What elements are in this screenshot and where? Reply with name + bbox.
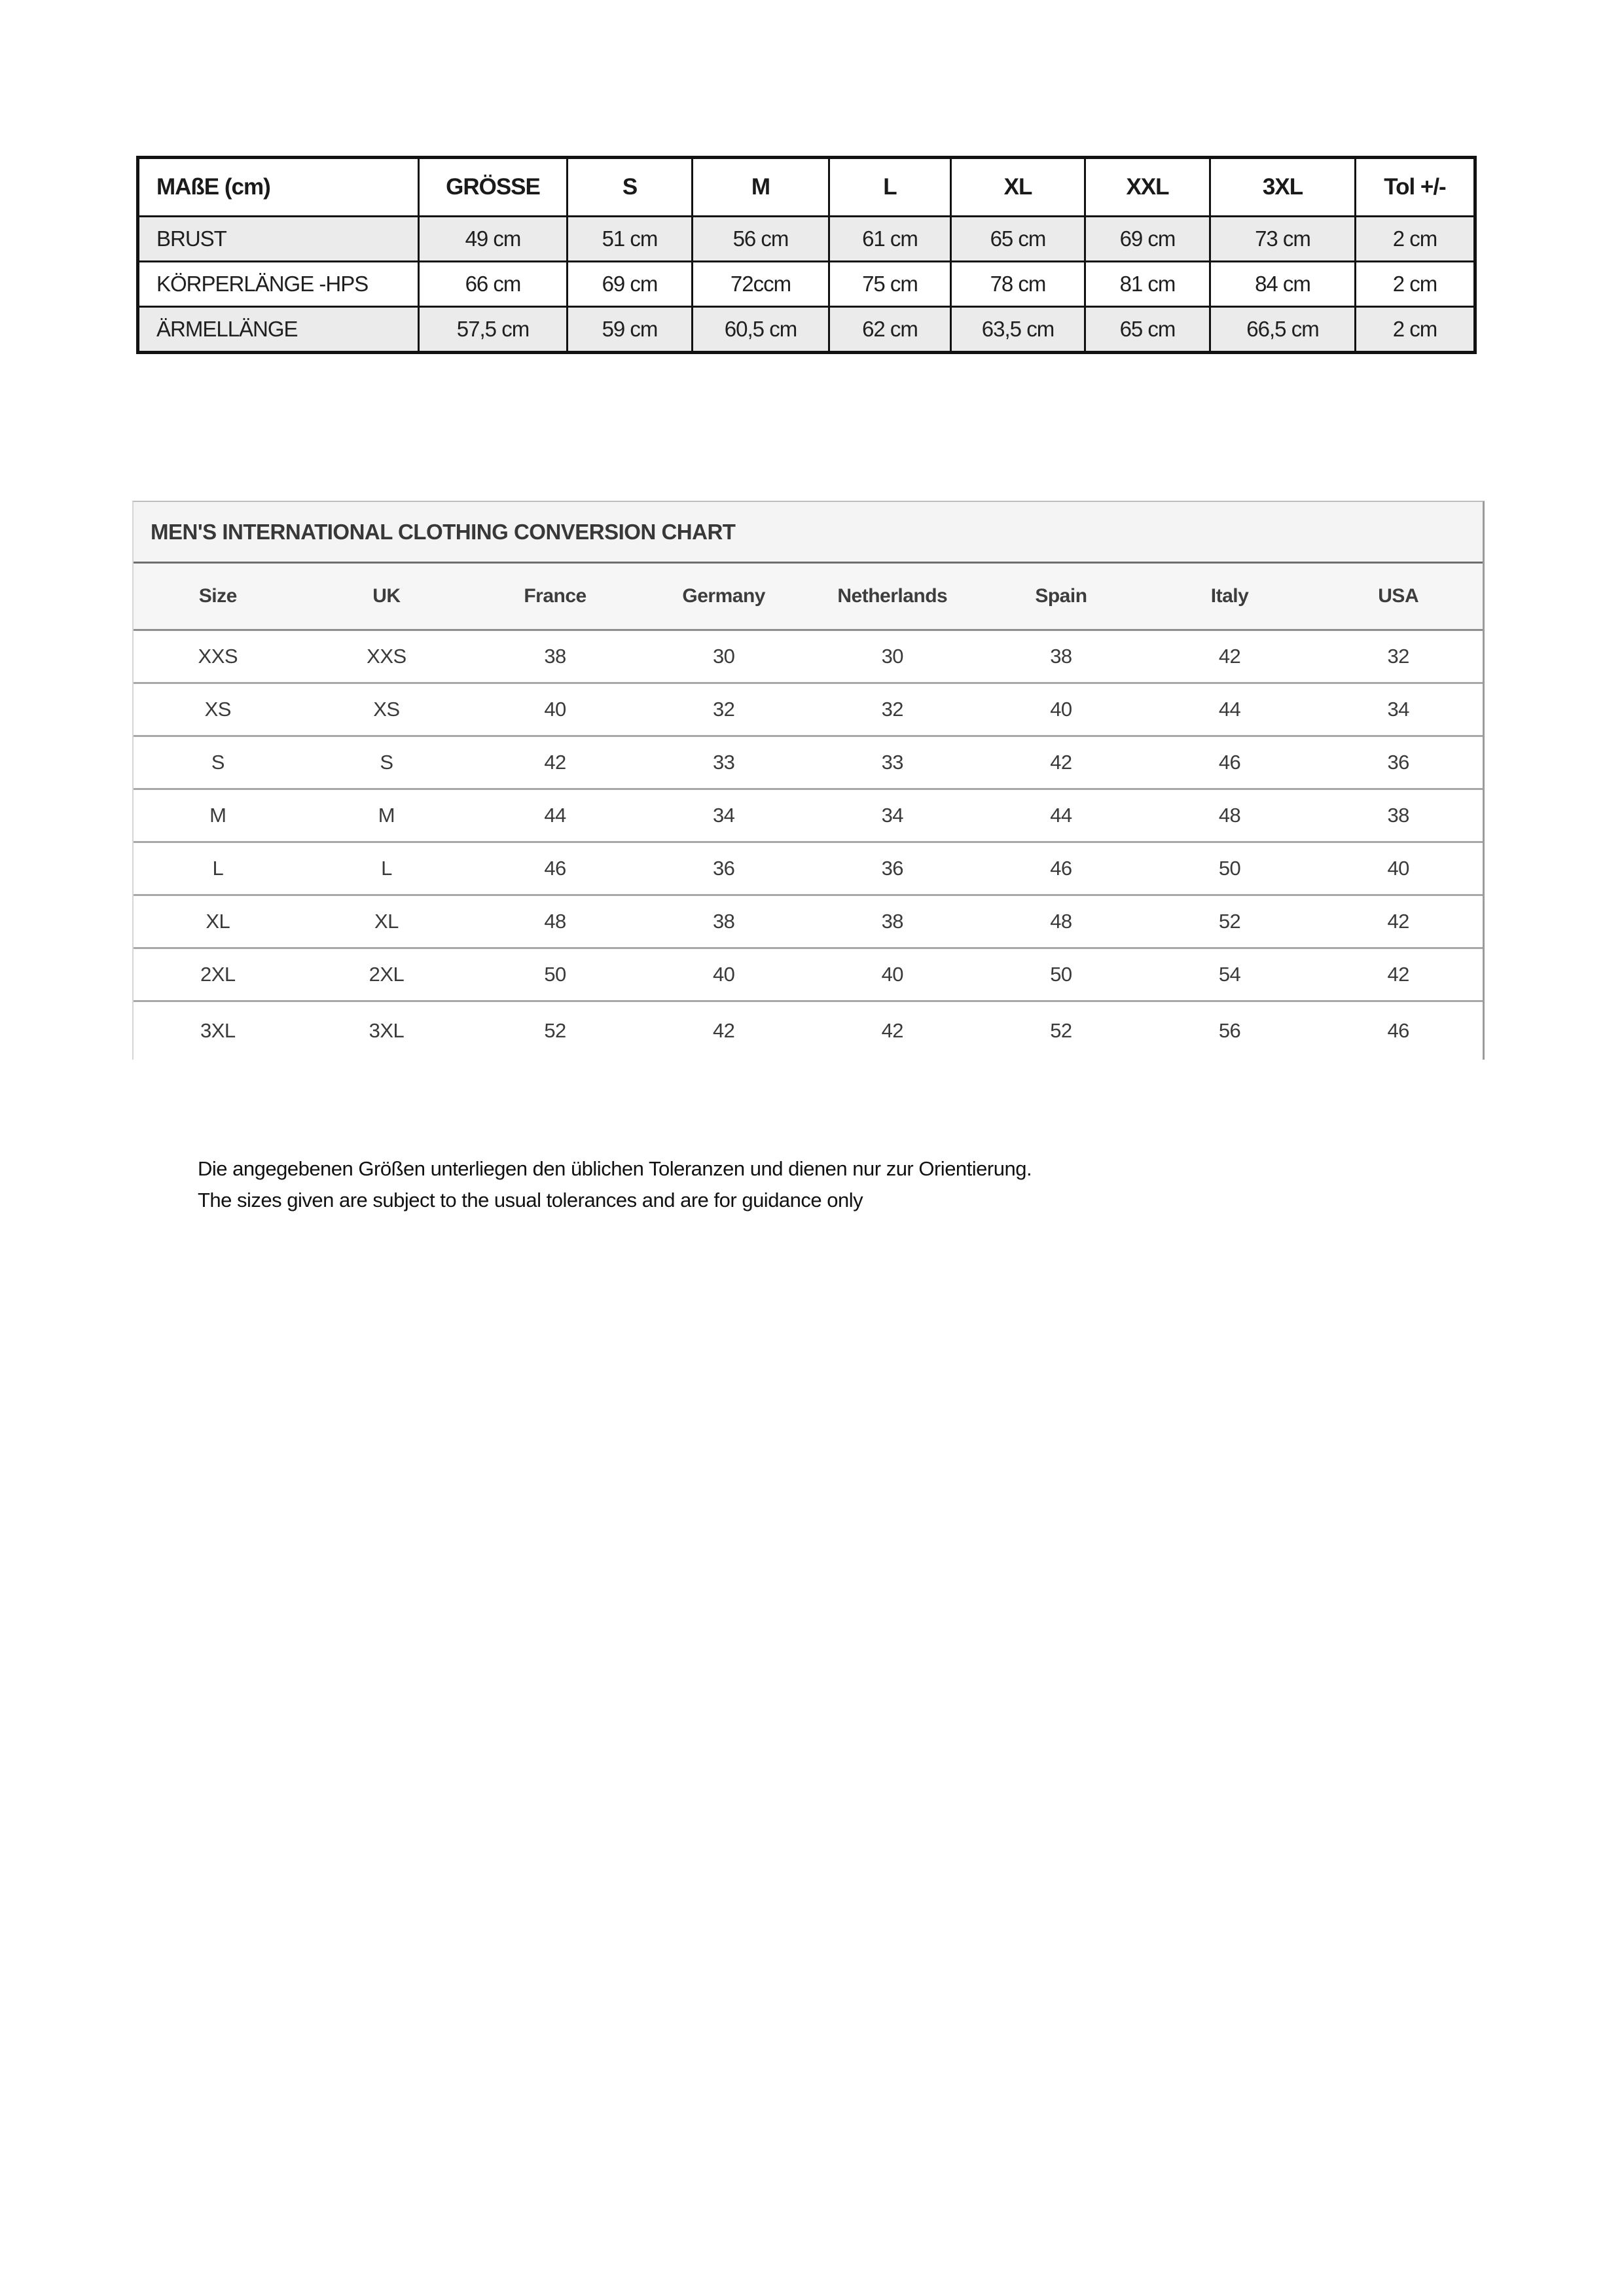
measurements-row (138, 217, 1475, 262)
conversion-value-cell: 3XL (302, 1001, 471, 1060)
conversion-value-cell: 48 (1146, 789, 1314, 842)
size-column-header: XXL (1085, 158, 1210, 217)
measure-value: 65 cm (1085, 307, 1210, 353)
conversion-value-cell: 46 (977, 842, 1146, 895)
conversion-value-cell: 42 (1314, 948, 1483, 1001)
conversion-value-cell: 40 (977, 683, 1146, 736)
measure-value: 56 cm (693, 217, 829, 262)
conversion-value-cell: 2XL (302, 948, 471, 1001)
measurements-row (138, 262, 1475, 307)
conversion-value-cell: 46 (471, 842, 640, 895)
measure-column-header: MAßE (cm) (138, 158, 419, 217)
conversion-value-cell: 44 (977, 789, 1146, 842)
conversion-value-cell: XS (302, 683, 471, 736)
conversion-value-cell: 30 (808, 630, 977, 683)
country-column-header: UK (302, 564, 471, 630)
conversion-value-cell: 32 (1314, 630, 1483, 683)
country-column-header: Netherlands (808, 564, 977, 630)
conversion-chart-header-row (134, 564, 1483, 630)
conversion-row (134, 1001, 1483, 1060)
conversion-value-cell: 34 (1314, 683, 1483, 736)
size-cell: XL (134, 895, 302, 948)
conversion-value-cell: 38 (640, 895, 808, 948)
measure-value: 78 cm (951, 262, 1085, 307)
conversion-value-cell: 42 (471, 736, 640, 789)
measure-value: 2 cm (1356, 217, 1475, 262)
measure-value: 84 cm (1210, 262, 1356, 307)
conversion-value-cell: 34 (640, 789, 808, 842)
measure-value: 57,5 cm (419, 307, 568, 353)
conversion-value-cell: 44 (1146, 683, 1314, 736)
conversion-value-cell: 42 (640, 1001, 808, 1060)
measure-value: 73 cm (1210, 217, 1356, 262)
conversion-value-cell: 48 (471, 895, 640, 948)
measure-value: 60,5 cm (693, 307, 829, 353)
conversion-row (134, 683, 1483, 736)
measure-label: ÄRMELLÄNGE (138, 307, 419, 353)
footnote-line-de: Die angegebenen Größen unterliegen den üblichen Toleranzen und dienen nur zur Orientierung. (198, 1157, 1032, 1180)
conversion-value-cell: L (302, 842, 471, 895)
conversion-value-cell: 34 (808, 789, 977, 842)
size-cell: L (134, 842, 302, 895)
conversion-value-cell: XXS (302, 630, 471, 683)
size-column-header: Tol +/- (1356, 158, 1475, 217)
country-column-header: Germany (640, 564, 808, 630)
conversion-chart-title: MEN'S INTERNATIONAL CLOTHING CONVERSION CHART (134, 502, 1483, 564)
measure-value: 63,5 cm (951, 307, 1085, 353)
conversion-value-cell: 42 (1146, 630, 1314, 683)
size-cell: S (134, 736, 302, 789)
size-column-header: 3XL (1210, 158, 1356, 217)
conversion-value-cell: 50 (471, 948, 640, 1001)
measure-value: 66 cm (419, 262, 568, 307)
conversion-row (134, 630, 1483, 683)
size-column-header: GRÖSSE (419, 158, 568, 217)
conversion-value-cell: 42 (977, 736, 1146, 789)
conversion-value-cell: 46 (1146, 736, 1314, 789)
measure-label: BRUST (138, 217, 419, 262)
conversion-value-cell: 48 (977, 895, 1146, 948)
measure-value: 51 cm (568, 217, 693, 262)
conversion-value-cell: 40 (471, 683, 640, 736)
measure-value: 2 cm (1356, 307, 1475, 353)
measure-value: 72ccm (693, 262, 829, 307)
conversion-value-cell: 32 (808, 683, 977, 736)
conversion-row (134, 736, 1483, 789)
size-column-header: XL (951, 158, 1085, 217)
conversion-value-cell: 50 (977, 948, 1146, 1001)
conversion-value-cell: 36 (1314, 736, 1483, 789)
conversion-value-cell: XL (302, 895, 471, 948)
measure-value: 49 cm (419, 217, 568, 262)
measurements-table (136, 156, 1477, 354)
footnote-line-en: The sizes given are subject to the usual tolerances and are for guidance only (198, 1189, 863, 1211)
conversion-value-cell: 42 (1314, 895, 1483, 948)
size-column-header: L (829, 158, 951, 217)
conversion-value-cell: 46 (1314, 1001, 1483, 1060)
conversion-row (134, 948, 1483, 1001)
country-column-header: Spain (977, 564, 1146, 630)
measure-value: 66,5 cm (1210, 307, 1356, 353)
conversion-value-cell: 42 (808, 1001, 977, 1060)
measurements-row (138, 307, 1475, 353)
conversion-value-cell: M (302, 789, 471, 842)
size-cell: 2XL (134, 948, 302, 1001)
conversion-value-cell: 33 (640, 736, 808, 789)
conversion-value-cell: 52 (977, 1001, 1146, 1060)
conversion-row (134, 842, 1483, 895)
conversion-value-cell: 36 (640, 842, 808, 895)
measure-value: 69 cm (1085, 217, 1210, 262)
measure-value: 69 cm (568, 262, 693, 307)
conversion-value-cell: S (302, 736, 471, 789)
conversion-value-cell: 52 (471, 1001, 640, 1060)
conversion-row (134, 895, 1483, 948)
size-column-header: S (568, 158, 693, 217)
size-cell: XXS (134, 630, 302, 683)
conversion-value-cell: 40 (808, 948, 977, 1001)
size-column-header: M (693, 158, 829, 217)
country-column-header: USA (1314, 564, 1483, 630)
conversion-value-cell: 56 (1146, 1001, 1314, 1060)
conversion-chart (132, 501, 1485, 1060)
conversion-value-cell: 44 (471, 789, 640, 842)
measure-value: 65 cm (951, 217, 1085, 262)
conversion-value-cell: 50 (1146, 842, 1314, 895)
conversion-value-cell: 30 (640, 630, 808, 683)
conversion-value-cell: 38 (471, 630, 640, 683)
measure-label: KÖRPERLÄNGE -HPS (138, 262, 419, 307)
measure-value: 75 cm (829, 262, 951, 307)
size-cell: 3XL (134, 1001, 302, 1060)
conversion-value-cell: 40 (640, 948, 808, 1001)
measure-value: 62 cm (829, 307, 951, 353)
conversion-value-cell: 33 (808, 736, 977, 789)
conversion-value-cell: 32 (640, 683, 808, 736)
size-cell: M (134, 789, 302, 842)
conversion-value-cell: 52 (1146, 895, 1314, 948)
country-column-header: Size (134, 564, 302, 630)
measure-value: 59 cm (568, 307, 693, 353)
conversion-value-cell: 38 (1314, 789, 1483, 842)
conversion-value-cell: 38 (977, 630, 1146, 683)
measure-value: 61 cm (829, 217, 951, 262)
country-column-header: Italy (1146, 564, 1314, 630)
conversion-chart-table (134, 564, 1483, 1060)
conversion-value-cell: 36 (808, 842, 977, 895)
measure-value: 2 cm (1356, 262, 1475, 307)
conversion-row (134, 789, 1483, 842)
tolerance-footnote (198, 1153, 1032, 1216)
country-column-header: France (471, 564, 640, 630)
measurements-header-row (138, 158, 1475, 217)
measure-value: 81 cm (1085, 262, 1210, 307)
conversion-value-cell: 40 (1314, 842, 1483, 895)
size-cell: XS (134, 683, 302, 736)
conversion-value-cell: 38 (808, 895, 977, 948)
conversion-value-cell: 54 (1146, 948, 1314, 1001)
